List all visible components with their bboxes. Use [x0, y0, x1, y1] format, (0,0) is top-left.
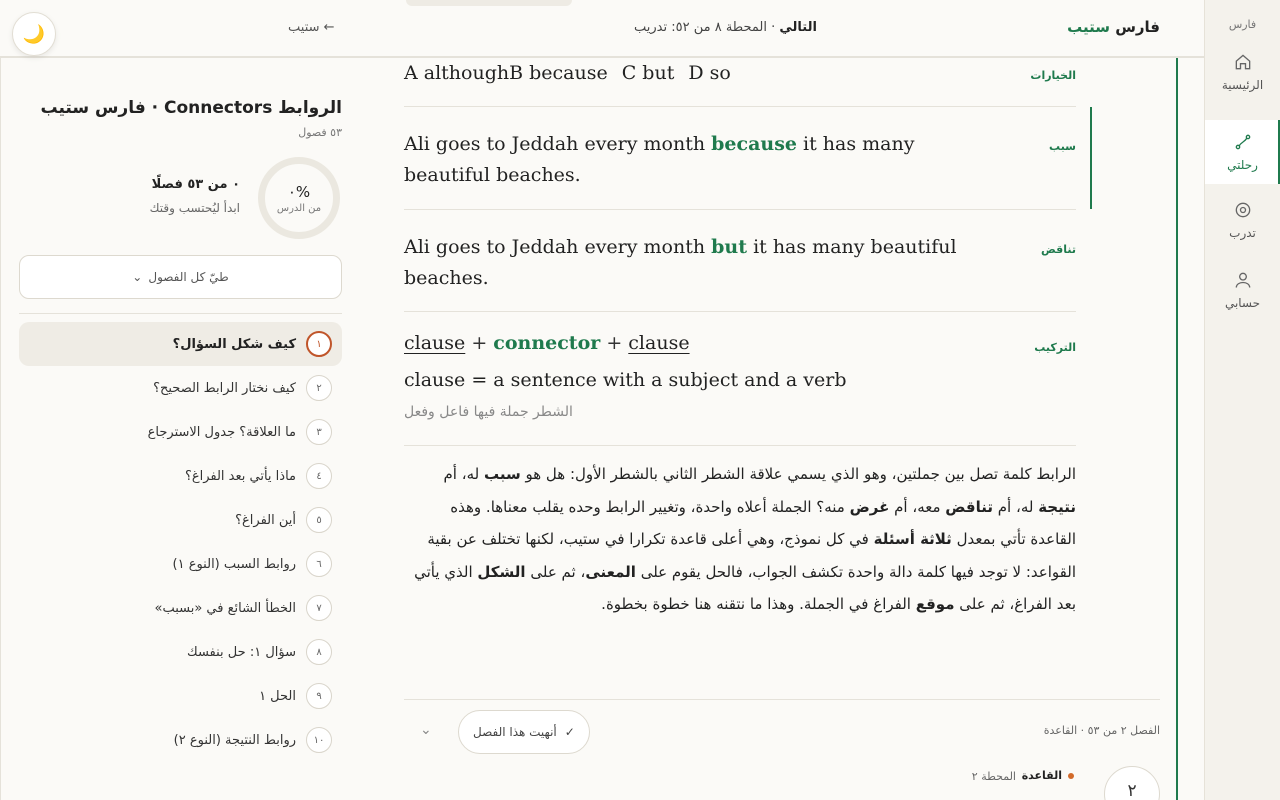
chapter-number: ١٠ [306, 727, 332, 753]
chapters-done: ٠ من ٥٣ فصلًا [151, 177, 240, 192]
active-row-marker [1090, 107, 1092, 209]
target-icon [1233, 200, 1253, 220]
mark-complete-button[interactable] [458, 710, 590, 754]
top-bar [0, 0, 1204, 58]
reason-row [404, 107, 1076, 210]
chapter-list [19, 322, 342, 762]
chapter-number: ٥ [306, 507, 332, 533]
rail-item-label: رحلتي [1227, 158, 1258, 172]
chapter-title: روابط النتيجة (النوع ٢) [173, 732, 296, 748]
row-label: سبب [1049, 140, 1076, 153]
contrast-sentence: Ali goes to Jeddah every month but it has many beautiful beaches. [404, 236, 957, 289]
chapter-number: ٢ [306, 375, 332, 401]
app-logo[interactable]: فارس ستيب [1067, 18, 1160, 36]
collapse-all-button[interactable]: طيّ كل الفصول ⌄ [19, 255, 342, 299]
reason-sentence: Ali goes to Jeddah every month because it has many beautiful beaches. [404, 133, 915, 186]
rail-item-journey[interactable] [1205, 120, 1280, 184]
row-label: التركيب [1034, 341, 1076, 354]
chapter-title: أين الفراغ؟ [235, 512, 296, 528]
clause-definition: clause = a sentence with a subject and a verb [404, 369, 847, 391]
chapter-title: كيف شكل السؤال؟ [172, 336, 296, 352]
home-icon [1233, 52, 1253, 72]
chapter-title: ماذا يأتي بعد الفراغ؟ [184, 468, 296, 484]
chapter-number: ٣ [306, 419, 332, 445]
chapter-number: ١ [306, 331, 332, 357]
divider [19, 313, 342, 314]
chapter-item[interactable] [19, 366, 342, 410]
structure-row [404, 312, 1076, 446]
progress-ring-label: من الدرس [276, 202, 322, 214]
progress-hint: ابدأ ليُحتسب وقتك [149, 201, 240, 215]
progress-percent: %٠ [287, 182, 311, 201]
chapter-count: ٥٣ فصول [298, 126, 342, 139]
dark-mode-toggle[interactable] [12, 12, 56, 56]
side-rail [1204, 0, 1280, 800]
options-list [404, 58, 745, 89]
chapter-item[interactable] [19, 498, 342, 542]
clause-gloss: الشطر جملة فيها فاعل وفعل [404, 404, 573, 420]
rail-item-label: تدرب [1229, 226, 1256, 240]
chapter-number: ٦ [306, 551, 332, 577]
progress-ring [258, 157, 340, 239]
row-label: الخيارات [1030, 69, 1076, 82]
option-d: D so [688, 62, 731, 84]
chapter-number: ٤ [306, 463, 332, 489]
chevron-down-icon[interactable]: ⌄ [420, 722, 432, 738]
progress-block [19, 157, 342, 241]
chapter-title: سؤال ١: حل بنفسك [187, 644, 296, 660]
breadcrumb [634, 20, 817, 35]
chapter-number: ٨ [306, 639, 332, 665]
mark-complete-label: أنهيت هذا الفصل [473, 725, 557, 739]
chapter-item[interactable] [19, 718, 342, 762]
back-link[interactable]: ← ستيب [288, 20, 335, 35]
option-b: B because [509, 62, 608, 84]
user-icon [1233, 270, 1253, 290]
next-label: التالي [779, 20, 817, 35]
structure-formula: clause + connector + clause [404, 332, 690, 354]
check-icon: ✓ [564, 725, 575, 739]
rail-item-label: حسابي [1224, 296, 1261, 310]
chapter-position: الفصل ٢ من ٥٣ · القاعدة [1043, 724, 1160, 737]
rail-brand: فارس [1228, 18, 1257, 31]
chapter-title: الحل ١ [259, 688, 296, 704]
chapter-panel [0, 58, 360, 800]
chapter-item[interactable] [19, 322, 342, 366]
chevron-down-icon: ⌄ [132, 270, 143, 284]
station-crumb: · المحطة ٨ من ٥٢: تدريب [634, 20, 776, 35]
rail-item-home[interactable] [1205, 40, 1280, 104]
chapter-number: ٩ [306, 683, 332, 709]
next-chapter-number[interactable]: ٢ [1104, 766, 1160, 800]
chapter-item[interactable] [19, 586, 342, 630]
next-chapter-title: القاعدة [1022, 769, 1074, 782]
chapter-item[interactable] [19, 454, 342, 498]
chapter-item[interactable] [19, 410, 342, 454]
chapter-title: كيف نختار الرابط الصحيح؟ [153, 380, 296, 396]
lesson-title: الروابط Connectors · فارس ستيب [40, 98, 342, 118]
chapter-number: ٧ [306, 595, 332, 621]
contrast-row [404, 210, 1076, 312]
chapter-item[interactable] [19, 542, 342, 586]
rail-item-account[interactable] [1205, 258, 1280, 322]
progress-rule [1176, 58, 1178, 800]
rail-item-practice[interactable] [1205, 188, 1280, 252]
chapter-title: الخطأ الشائع في «بسبب» [154, 600, 296, 616]
option-c: C but [621, 62, 675, 84]
explanation-paragraph: الرابط كلمة تصل بين جملتين، وهو الذي يسمي علاقة الشطر الثاني بالشطر الأول: هل هو سبب له، أم نتيجة له، أم تناقض معه، أم غرض منه؟ الجملة أعلاه واحدة، وتغيير الرابط وحده يقلب معناها. وهذه القاعدة تأتي بمعدل ثلاثة أسئلة في كل نموذج، وهي أعلى قاعدة تكرارا في ستيب، لكنها تختلف عن بقية القواعد: لا توجد فيها كلمة دالة واحدة تكشف الجواب، فالحل يقوم على المعنى، ثم على الشكل الذي يأتي بعد الفراغ، ثم على موقع الفراغ في الجملة. وهذا ما نتقنه هنا خطوة بخطوة. [414, 465, 1076, 613]
chapter-title: روابط السبب (النوع ١) [172, 556, 296, 572]
next-station: المحطة ٢ [971, 770, 1016, 783]
chapter-item[interactable] [19, 674, 342, 718]
chapter-title: ما العلاقة؟ جدول الاسترجاع [147, 424, 296, 440]
chapter-item[interactable] [19, 630, 342, 674]
moon-icon: 🌙 [22, 23, 46, 45]
toast-stub [406, 0, 572, 6]
status-dot-icon [1068, 773, 1074, 779]
divider [404, 699, 1160, 700]
options-row [404, 58, 1076, 107]
rail-item-label: الرئيسية [1221, 78, 1264, 92]
option-a: A although [404, 62, 510, 84]
path-icon [1233, 132, 1253, 152]
row-label: تناقض [1041, 243, 1076, 256]
